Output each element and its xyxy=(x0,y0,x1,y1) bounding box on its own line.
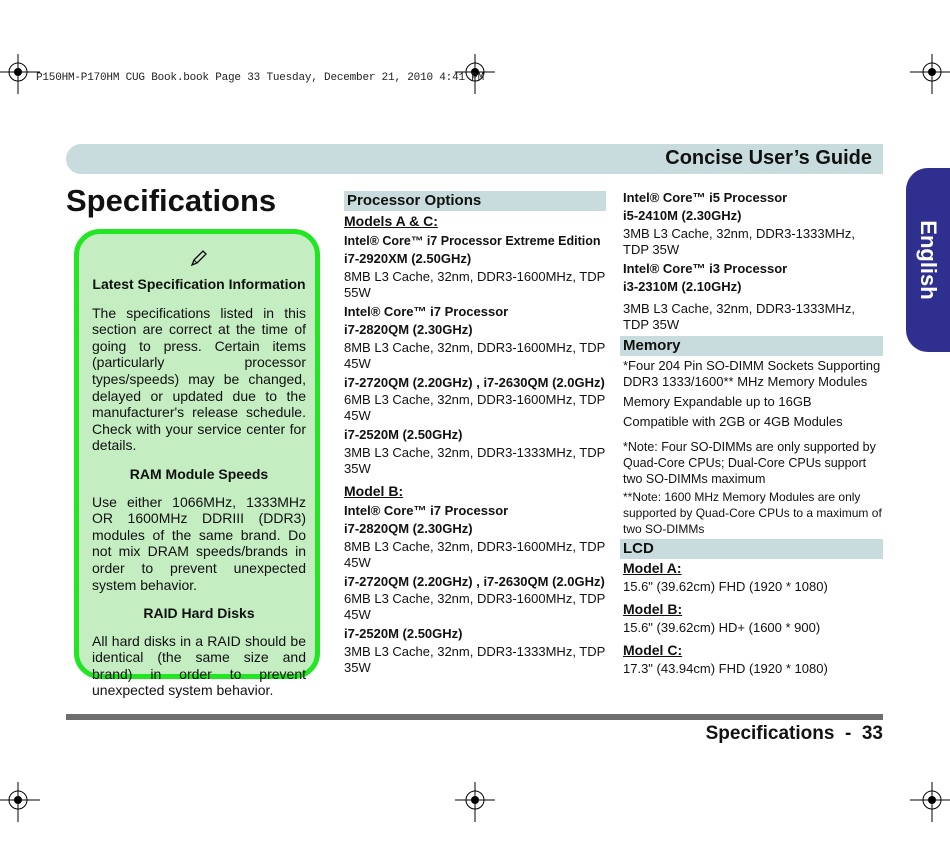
b-2520m-desc: 3MB L3 Cache, 32nm, DDR3-1333MHz, TDP 35W xyxy=(344,644,606,675)
lcd-heading: LCD xyxy=(620,539,883,559)
ac-i7-title: Intel® Core™ i7 Processor xyxy=(344,304,509,319)
i3-2310m-desc: 3MB L3 Cache, 32nm, DDR3-1333MHz, TDP 35W xyxy=(623,301,855,332)
lcd-model-b-label: Model B: xyxy=(623,601,683,617)
language-tab-label: English xyxy=(916,220,941,300)
registration-mark-bottom-right xyxy=(910,782,950,822)
ac-2920xm-desc: 8MB L3 Cache, 32nm, DDR3-1600MHz, TDP 55W xyxy=(344,269,606,300)
note-text-ram: Use either 1066MHz, 1333MHz OR 1600MHz DDRIII (DDR3) modules of the same brand. Do not mix DRAM speeds/brands in order to prevent unexpected system behavior. xyxy=(92,493,306,593)
b-2720qm-desc: 6MB L3 Cache, 32nm, DDR3-1600MHz, TDP 45W xyxy=(344,591,606,622)
b-2720qm: i7-2720QM (2.20GHz) , i7-2630QM (2.0GHz) xyxy=(344,574,605,589)
i3-2310m: i3-2310M (2.10GHz) xyxy=(623,279,742,294)
note-text-latest: The specifications listed in this section are correct at the time of going to press. Certain items (particularly processor types/speeds) may be changed, delayed or updated due to the manufacturer's release schedule. Check with your service center for details. xyxy=(92,304,306,454)
language-tab xyxy=(906,168,950,352)
registration-mark-bottom-center xyxy=(455,782,495,822)
i5-2410m-desc: 3MB L3 Cache, 32nm, DDR3-1333MHz, TDP 35W xyxy=(623,226,855,257)
registration-mark-top-left xyxy=(0,54,40,94)
ac-2820qm: i7-2820QM (2.30GHz) xyxy=(344,322,473,337)
model-b-label: Model B: xyxy=(344,483,404,499)
ac-2720qm: i7-2720QM (2.20GHz) , i7-2630QM (2.0GHz) xyxy=(344,375,605,390)
memory-expandable: Memory Expandable up to 16GB xyxy=(623,394,812,409)
lcd-model-a: 15.6" (39.62cm) FHD (1920 * 1080) xyxy=(623,579,828,594)
b-2820qm: i7-2820QM (2.30GHz) xyxy=(344,521,473,536)
registration-mark-top-right xyxy=(910,54,950,94)
memory-note-1: *Note: Four SO-DIMMs are only supported by Quad-Core CPUs; Dual-Core CPUs support two SO-DIMMs maximum xyxy=(623,440,876,486)
ac-2920xm: i7-2920XM (2.50GHz) xyxy=(344,251,472,266)
b-2820qm-desc: 8MB L3 Cache, 32nm, DDR3-1600MHz, TDP 45W xyxy=(344,539,606,570)
footer-rule xyxy=(66,714,883,720)
note-heading-latest: Latest Specification Information xyxy=(92,276,306,292)
memory-compatible: Compatible with 2GB or 4GB Modules xyxy=(623,414,843,429)
lcd-model-a-label: Model A: xyxy=(623,560,682,576)
b-i7-title: Intel® Core™ i7 Processor xyxy=(344,503,509,518)
print-header-info: P150HM-P170HM CUG Book.book Page 33 Tuesday, December 21, 2010 4:41 PM xyxy=(36,72,485,84)
ac-extreme-title: Intel® Core™ i7 Processor Extreme Edition xyxy=(344,234,601,248)
memory-sockets: *Four 204 Pin SO-DIMM Sockets Supporting DDR3 1333/1600** MHz Memory Modules xyxy=(623,358,881,389)
memory-note-2: **Note: 1600 MHz Memory Modules are only supported by Quad-Core CPUs to a maximum of two SO-DIMMs xyxy=(623,490,882,536)
i3-title: Intel® Core™ i3 Processor xyxy=(623,261,788,276)
ac-2520m: i7-2520M (2.50GHz) xyxy=(344,427,463,442)
note-text-raid: All hard disks in a RAID should be identical (the same size and brand) in order to prevent unexpected system behavior. xyxy=(92,632,306,699)
registration-mark-bottom-left xyxy=(0,782,40,822)
note-heading-raid: RAID Hard Disks xyxy=(143,605,255,622)
lcd-model-c-label: Model C: xyxy=(623,642,683,658)
processor-column xyxy=(344,191,606,676)
ac-2520m-desc: 3MB L3 Cache, 32nm, DDR3-1333MHz, TDP 35W xyxy=(344,445,606,476)
ac-2820qm-desc: 8MB L3 Cache, 32nm, DDR3-1600MHz, TDP 45W xyxy=(344,340,606,371)
page-title: Specifications xyxy=(66,183,277,218)
lcd-model-c: 17.3" (43.94cm) FHD (1920 * 1080) xyxy=(623,661,828,676)
right-column xyxy=(620,190,883,677)
guide-title: Concise User’s Guide xyxy=(665,147,872,169)
processor-options-heading: Processor Options xyxy=(344,191,606,211)
lcd-model-b: 15.6" (39.62cm) HD+ (1600 * 900) xyxy=(623,620,821,635)
b-2520m: i7-2520M (2.50GHz) xyxy=(344,626,463,641)
ac-2720qm-desc: 6MB L3 Cache, 32nm, DDR3-1600MHz, TDP 45W xyxy=(344,392,606,423)
note-box xyxy=(74,229,320,699)
models-ac-label: Models A & C: xyxy=(344,213,438,229)
note-content xyxy=(92,234,306,699)
memory-heading: Memory xyxy=(620,336,883,356)
footer-page-label: Specifications - 33 xyxy=(705,723,883,744)
note-heading-ram: RAM Module Speeds xyxy=(129,465,269,482)
i5-2410m: i5-2410M (2.30GHz) xyxy=(623,208,742,223)
i5-title: Intel® Core™ i5 Processor xyxy=(623,190,788,205)
